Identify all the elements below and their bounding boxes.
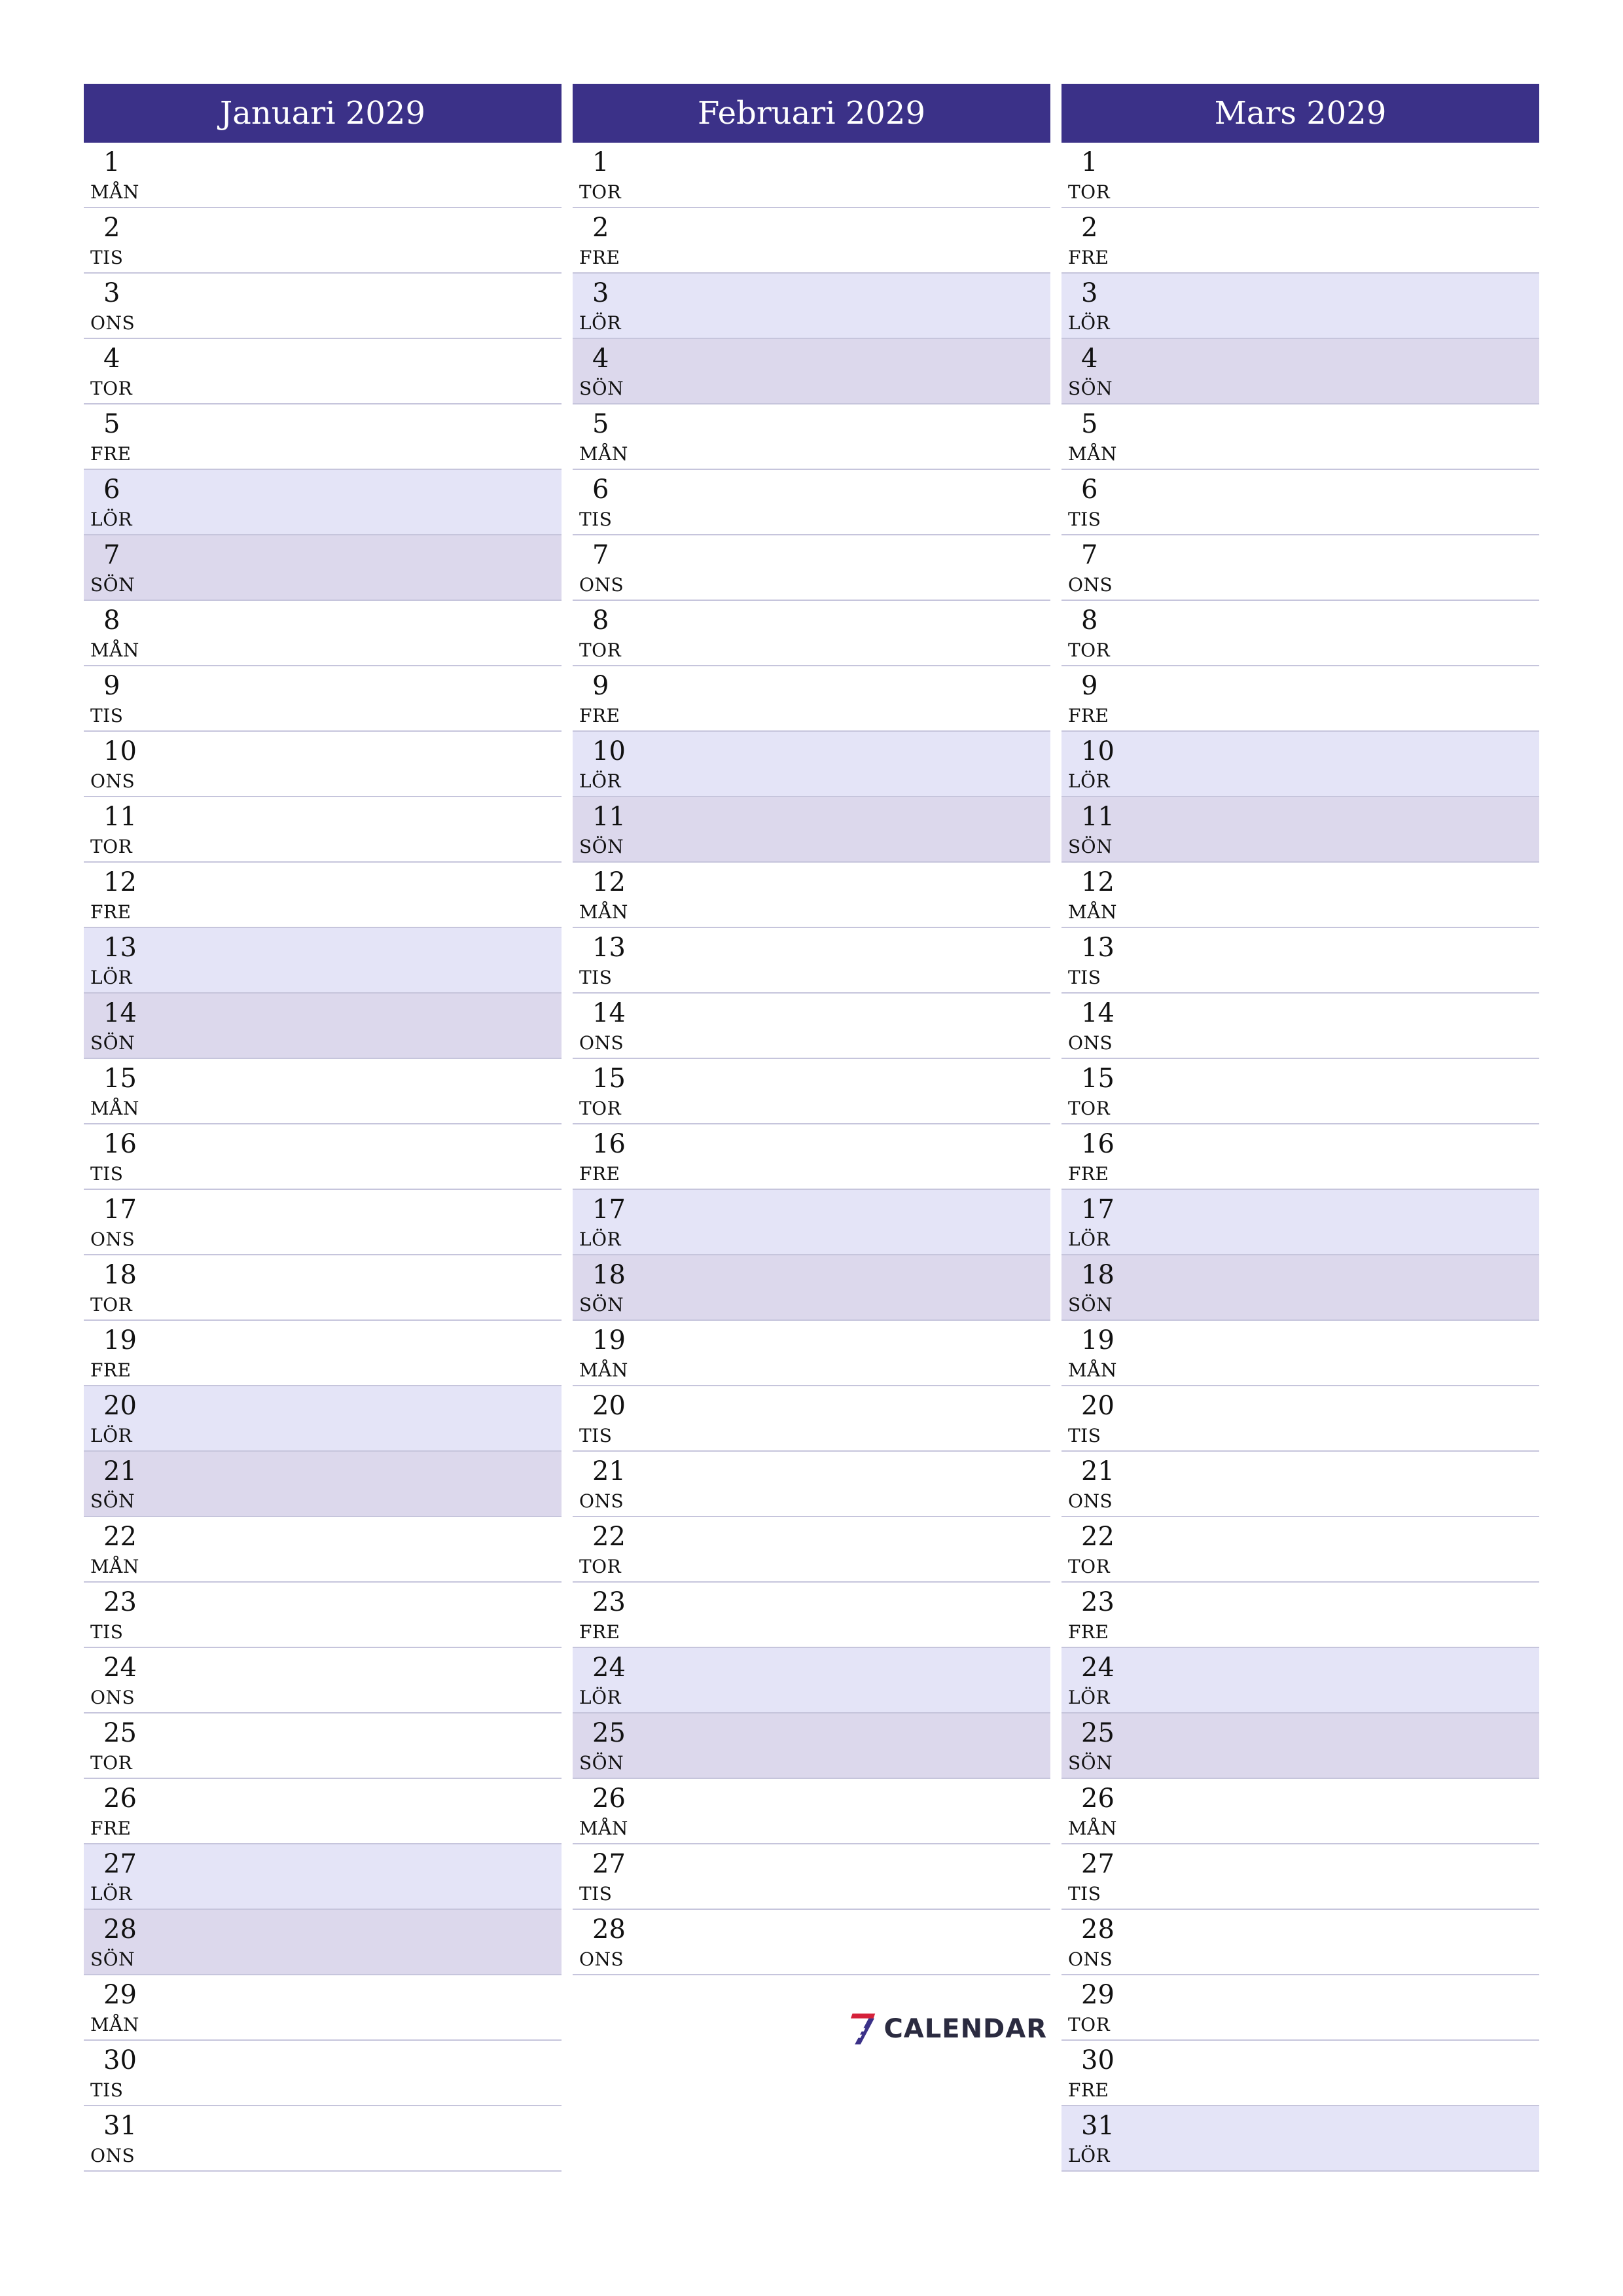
day-row: [84, 143, 562, 208]
day-row: [84, 339, 562, 404]
day-row: [573, 1648, 1050, 1713]
day-number: 8: [103, 605, 120, 636]
month-header: Mars 2029: [1061, 84, 1539, 143]
weekday-label: ONS: [1068, 574, 1113, 596]
day-number: 3: [103, 278, 120, 308]
day-row: [84, 1648, 562, 1713]
day-row: [84, 1452, 562, 1517]
weekday-label: ONS: [90, 2145, 135, 2166]
weekday-label: LÖR: [90, 509, 133, 530]
weekday-label: SÖN: [579, 1752, 624, 1774]
day-row: [1061, 1583, 1539, 1648]
weekday-label: MÅN: [1068, 1818, 1117, 1839]
day-row: [84, 208, 562, 274]
day-row: [1061, 470, 1539, 535]
day-number: 1: [592, 147, 609, 177]
weekday-label: ONS: [90, 770, 135, 792]
day-number: 25: [1081, 1718, 1115, 1748]
weekday-label: SÖN: [1068, 1752, 1113, 1774]
weekday-label: FRE: [90, 443, 132, 465]
day-number: 5: [1081, 409, 1098, 439]
weekday-label: TIS: [579, 967, 613, 988]
weekday-label: ONS: [1068, 1490, 1113, 1512]
day-row: [84, 994, 562, 1059]
day-number: 13: [103, 933, 137, 963]
day-number: 15: [103, 1064, 137, 1094]
day-number: 10: [592, 736, 626, 766]
weekday-label: MÅN: [90, 2014, 139, 2036]
day-row: [573, 601, 1050, 666]
day-row: [84, 1975, 562, 2041]
day-number: 22: [103, 1522, 137, 1552]
weekday-label: LÖR: [90, 1883, 133, 1905]
day-number: 15: [1081, 1064, 1115, 1094]
day-row: [1061, 404, 1539, 470]
day-number: 2: [1081, 213, 1098, 243]
weekday-label: ONS: [579, 1948, 624, 1970]
day-row: [1061, 1452, 1539, 1517]
weekday-label: SÖN: [579, 378, 624, 399]
weekday-label: TOR: [579, 181, 622, 203]
day-row: [1061, 535, 1539, 601]
weekday-label: TIS: [579, 1425, 613, 1446]
day-number: 19: [103, 1325, 137, 1355]
day-number: 27: [1081, 1849, 1115, 1879]
day-row: [573, 404, 1050, 470]
day-row: [573, 339, 1050, 404]
weekday-label: ONS: [90, 1229, 135, 1250]
day-number: 25: [592, 1718, 626, 1748]
day-row: [84, 1583, 562, 1648]
day-row: [1061, 274, 1539, 339]
day-row: [1061, 1059, 1539, 1124]
day-row: [84, 535, 562, 601]
day-row: [1061, 1321, 1539, 1386]
weekday-label: TOR: [1068, 1556, 1111, 1577]
weekday-label: LÖR: [90, 967, 133, 988]
weekday-label: FRE: [90, 901, 132, 923]
day-number: 28: [592, 1914, 626, 1945]
day-number: 21: [592, 1456, 626, 1486]
day-row: [1061, 1517, 1539, 1583]
weekday-label: FRE: [1068, 1621, 1109, 1643]
day-row: [84, 601, 562, 666]
weekday-label: TOR: [90, 378, 133, 399]
day-number: 6: [103, 475, 120, 505]
weekday-label: ONS: [90, 1687, 135, 1708]
day-row: [573, 666, 1050, 732]
day-number: 18: [1081, 1260, 1115, 1290]
weekday-label: SÖN: [579, 1294, 624, 1316]
weekday-label: TIS: [90, 1621, 124, 1643]
day-number: 8: [592, 605, 609, 636]
day-number: 18: [592, 1260, 626, 1290]
day-number: 5: [592, 409, 609, 439]
weekday-label: ONS: [90, 312, 135, 334]
day-row: [573, 1779, 1050, 1844]
day-row: [1061, 666, 1539, 732]
day-row: [1061, 928, 1539, 994]
weekday-label: TOR: [1068, 2014, 1111, 2036]
month-header: Februari 2029: [573, 84, 1050, 143]
day-row: [1061, 2041, 1539, 2106]
day-number: 14: [103, 998, 137, 1028]
weekday-label: ONS: [579, 1490, 624, 1512]
day-number: 12: [592, 867, 626, 897]
day-number: 6: [592, 475, 609, 505]
weekday-label: TIS: [1068, 1883, 1101, 1905]
day-number: 2: [103, 213, 120, 243]
day-number: 4: [592, 344, 609, 374]
day-row: [84, 1386, 562, 1452]
weekday-label: MÅN: [1068, 901, 1117, 923]
day-row: [573, 1517, 1050, 1583]
day-row: [573, 994, 1050, 1059]
day-row: [84, 1517, 562, 1583]
day-number: 12: [103, 867, 137, 897]
day-number: 31: [103, 2111, 137, 2141]
day-row: [1061, 1713, 1539, 1779]
weekday-label: TIS: [90, 1163, 124, 1185]
weekday-label: TOR: [90, 1294, 133, 1316]
weekday-label: TOR: [90, 1752, 133, 1774]
day-row: [84, 2041, 562, 2106]
day-row: [573, 1583, 1050, 1648]
weekday-label: SÖN: [1068, 378, 1113, 399]
weekday-label: TIS: [1068, 967, 1101, 988]
day-number: 11: [1081, 802, 1115, 832]
day-number: 12: [1081, 867, 1115, 897]
weekday-label: LÖR: [1068, 1229, 1111, 1250]
day-row: [1061, 339, 1539, 404]
month-column: [84, 84, 562, 2172]
day-number: 7: [103, 540, 120, 570]
weekday-label: MÅN: [579, 901, 628, 923]
day-number: 24: [103, 1653, 137, 1683]
weekday-label: FRE: [579, 1163, 620, 1185]
day-number: 10: [103, 736, 137, 766]
weekday-label: TIS: [90, 247, 124, 268]
brand-logo: [851, 2003, 1047, 2055]
day-row: [1061, 1255, 1539, 1321]
weekday-label: MÅN: [579, 443, 628, 465]
weekday-label: ONS: [579, 574, 624, 596]
day-number: 23: [103, 1587, 137, 1617]
weekday-label: TOR: [579, 639, 622, 661]
day-row: [1061, 208, 1539, 274]
weekday-label: LÖR: [579, 1687, 622, 1708]
weekday-label: MÅN: [579, 1818, 628, 1839]
weekday-label: FRE: [579, 247, 620, 268]
weekday-label: SÖN: [1068, 1294, 1113, 1316]
weekday-label: TOR: [1068, 181, 1111, 203]
day-row: [84, 732, 562, 797]
day-number: 1: [1081, 147, 1098, 177]
weekday-label: FRE: [579, 1621, 620, 1643]
weekday-label: MÅN: [1068, 443, 1117, 465]
weekday-label: LÖR: [579, 312, 622, 334]
weekday-label: SÖN: [579, 836, 624, 857]
day-row: [1061, 1124, 1539, 1190]
day-number: 28: [1081, 1914, 1115, 1945]
day-number: 9: [1081, 671, 1098, 701]
day-row: [1061, 2106, 1539, 2172]
day-number: 3: [1081, 278, 1098, 308]
weekday-label: FRE: [90, 1818, 132, 1839]
day-number: 20: [1081, 1391, 1115, 1421]
day-number: 23: [1081, 1587, 1115, 1617]
day-row: [1061, 1910, 1539, 1975]
day-row: [573, 1386, 1050, 1452]
weekday-label: SÖN: [90, 1490, 135, 1512]
day-number: 7: [592, 540, 609, 570]
day-number: 19: [1081, 1325, 1115, 1355]
day-number: 17: [592, 1194, 626, 1225]
day-number: 26: [592, 1784, 626, 1814]
day-row: [1061, 1648, 1539, 1713]
logo-text: CALENDAR: [883, 2014, 1047, 2044]
day-number: 3: [592, 278, 609, 308]
day-number: 15: [592, 1064, 626, 1094]
day-row: [84, 1255, 562, 1321]
day-row: [1061, 732, 1539, 797]
day-row: [573, 535, 1050, 601]
day-number: 5: [103, 409, 120, 439]
day-row: [1061, 1844, 1539, 1910]
day-row: [1061, 1975, 1539, 2041]
day-row: [573, 1124, 1050, 1190]
day-number: 13: [592, 933, 626, 963]
weekday-label: TOR: [579, 1556, 622, 1577]
day-number: 9: [592, 671, 609, 701]
day-row: [573, 1321, 1050, 1386]
weekday-label: LÖR: [1068, 770, 1111, 792]
day-row: [84, 797, 562, 863]
day-number: 17: [1081, 1194, 1115, 1225]
weekday-label: FRE: [90, 1359, 132, 1381]
weekday-label: FRE: [1068, 705, 1109, 726]
weekday-label: TOR: [90, 836, 133, 857]
day-row: [1061, 1386, 1539, 1452]
weekday-label: LÖR: [1068, 312, 1111, 334]
weekday-label: LÖR: [579, 770, 622, 792]
day-row: [84, 1779, 562, 1844]
weekday-label: SÖN: [90, 1032, 135, 1054]
day-row: [1061, 601, 1539, 666]
day-number: 16: [103, 1129, 137, 1159]
day-number: 30: [103, 2045, 137, 2075]
day-number: 14: [1081, 998, 1115, 1028]
day-row: [1061, 143, 1539, 208]
month-column: [573, 84, 1050, 1975]
month-header: Januari 2029: [84, 84, 562, 143]
day-row: [573, 274, 1050, 339]
day-number: 20: [103, 1391, 137, 1421]
day-number: 31: [1081, 2111, 1115, 2141]
day-number: 25: [103, 1718, 137, 1748]
weekday-label: ONS: [1068, 1948, 1113, 1970]
day-row: [1061, 863, 1539, 928]
weekday-label: FRE: [579, 705, 620, 726]
weekday-label: ONS: [1068, 1032, 1113, 1054]
weekday-label: TOR: [1068, 639, 1111, 661]
day-row: [1061, 797, 1539, 863]
weekday-label: MÅN: [579, 1359, 628, 1381]
weekday-label: TIS: [90, 2079, 124, 2101]
day-number: 30: [1081, 2045, 1115, 2075]
weekday-label: LÖR: [579, 1229, 622, 1250]
day-row: [573, 470, 1050, 535]
day-number: 10: [1081, 736, 1115, 766]
weekday-label: MÅN: [90, 639, 139, 661]
day-number: 16: [592, 1129, 626, 1159]
day-row: [573, 1713, 1050, 1779]
weekday-label: FRE: [1068, 2079, 1109, 2101]
day-number: 1: [103, 147, 120, 177]
month-column: [1061, 84, 1539, 2172]
day-number: 23: [592, 1587, 626, 1617]
day-number: 27: [103, 1849, 137, 1879]
day-row: [84, 1124, 562, 1190]
day-number: 7: [1081, 540, 1098, 570]
day-row: [573, 1910, 1050, 1975]
day-row: [573, 863, 1050, 928]
day-number: 14: [592, 998, 626, 1028]
weekday-label: LÖR: [90, 1425, 133, 1446]
day-row: [84, 1844, 562, 1910]
day-number: 22: [1081, 1522, 1115, 1552]
weekday-label: SÖN: [90, 574, 135, 596]
day-row: [573, 1059, 1050, 1124]
weekday-label: MÅN: [90, 1098, 139, 1119]
day-number: 6: [1081, 475, 1098, 505]
day-row: [573, 208, 1050, 274]
day-row: [84, 928, 562, 994]
day-number: 8: [1081, 605, 1098, 636]
day-number: 11: [592, 802, 626, 832]
day-number: 9: [103, 671, 120, 701]
weekday-label: MÅN: [90, 181, 139, 203]
day-row: [573, 732, 1050, 797]
day-number: 4: [1081, 344, 1098, 374]
day-number: 29: [1081, 1980, 1115, 2010]
day-row: [573, 928, 1050, 994]
day-row: [84, 274, 562, 339]
day-row: [573, 1190, 1050, 1255]
day-row: [84, 2106, 562, 2172]
day-number: 18: [103, 1260, 137, 1290]
day-row: [1061, 1190, 1539, 1255]
day-row: [84, 1190, 562, 1255]
weekday-label: LÖR: [1068, 2145, 1111, 2166]
day-row: [84, 1713, 562, 1779]
weekday-label: MÅN: [1068, 1359, 1117, 1381]
day-number: 17: [103, 1194, 137, 1225]
day-number: 2: [592, 213, 609, 243]
day-row: [573, 1844, 1050, 1910]
day-row: [84, 470, 562, 535]
day-number: 27: [592, 1849, 626, 1879]
day-number: 4: [103, 344, 120, 374]
weekday-label: MÅN: [90, 1556, 139, 1577]
day-number: 24: [1081, 1653, 1115, 1683]
day-row: [84, 863, 562, 928]
day-row: [84, 404, 562, 470]
day-row: [1061, 1779, 1539, 1844]
day-number: 19: [592, 1325, 626, 1355]
day-row: [84, 1321, 562, 1386]
day-number: 22: [592, 1522, 626, 1552]
day-number: 20: [592, 1391, 626, 1421]
day-row: [84, 1910, 562, 1975]
weekday-label: TIS: [1068, 509, 1101, 530]
seven-logo-icon: [851, 2003, 876, 2055]
weekday-label: FRE: [1068, 247, 1109, 268]
day-row: [84, 1059, 562, 1124]
day-row: [573, 1255, 1050, 1321]
weekday-label: TOR: [579, 1098, 622, 1119]
day-number: 21: [103, 1456, 137, 1486]
weekday-label: FRE: [1068, 1163, 1109, 1185]
day-number: 24: [592, 1653, 626, 1683]
day-number: 29: [103, 1980, 137, 2010]
weekday-label: SÖN: [90, 1948, 135, 1970]
day-row: [573, 797, 1050, 863]
weekday-label: LÖR: [1068, 1687, 1111, 1708]
weekday-label: SÖN: [1068, 836, 1113, 857]
weekday-label: TIS: [579, 1883, 613, 1905]
day-number: 26: [103, 1784, 137, 1814]
weekday-label: TOR: [1068, 1098, 1111, 1119]
day-number: 21: [1081, 1456, 1115, 1486]
weekday-label: TIS: [90, 705, 124, 726]
day-row: [1061, 994, 1539, 1059]
weekday-label: ONS: [579, 1032, 624, 1054]
day-number: 11: [103, 802, 137, 832]
day-number: 28: [103, 1914, 137, 1945]
day-number: 16: [1081, 1129, 1115, 1159]
weekday-label: TIS: [1068, 1425, 1101, 1446]
day-number: 13: [1081, 933, 1115, 963]
weekday-label: TIS: [579, 509, 613, 530]
day-row: [573, 1452, 1050, 1517]
day-row: [84, 666, 562, 732]
day-row: [573, 143, 1050, 208]
day-number: 26: [1081, 1784, 1115, 1814]
